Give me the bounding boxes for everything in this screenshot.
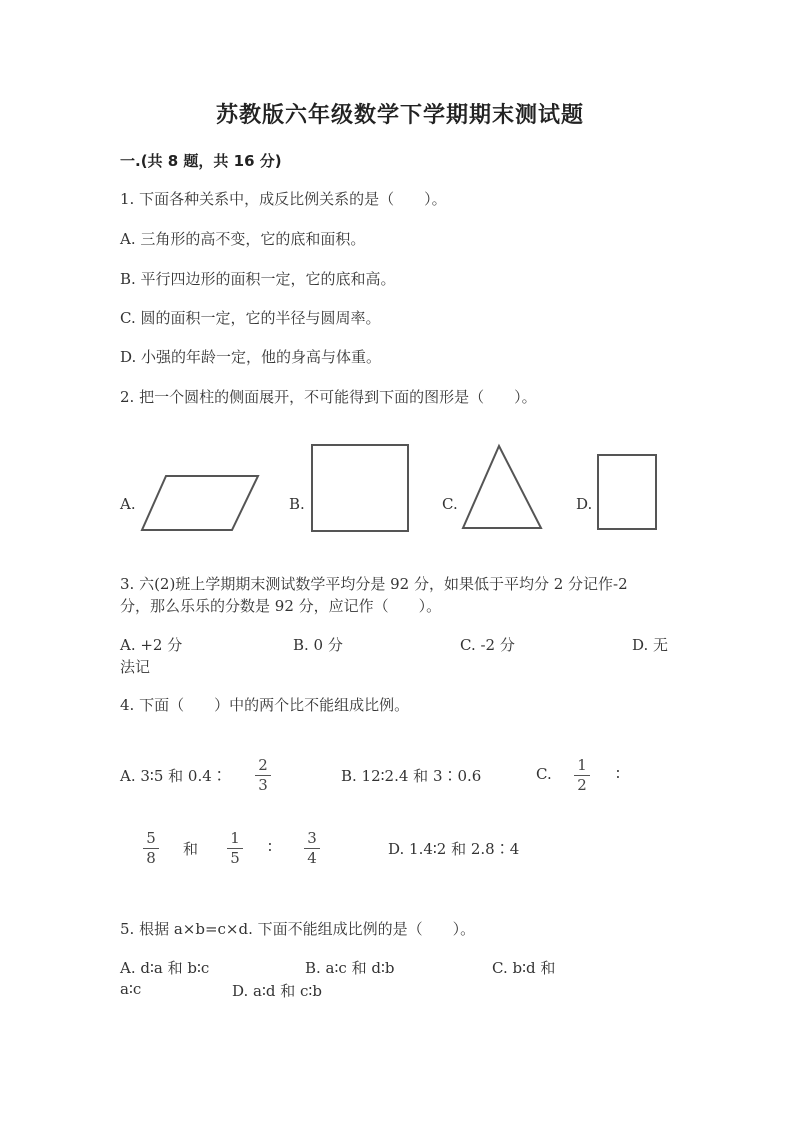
- question-5-option-c: C. b∶d 和: [492, 959, 556, 977]
- conjunction-and: 和: [183, 840, 199, 858]
- ratio-colon: ∶: [616, 765, 620, 783]
- square-shape: [311, 444, 409, 532]
- ratio-colon: ∶: [268, 838, 272, 856]
- question-4-option-d: D. 1.4∶2 和 2.8∶4: [388, 840, 520, 858]
- question-5-option-b: B. a∶c 和 d∶b: [305, 959, 395, 977]
- fraction-denominator: 8: [146, 849, 156, 867]
- question-3-stem-line1: 3. 六(2)班上学期期末测试数学平均分是 92 分，如果低于平均分 2 分记作-2: [120, 575, 628, 593]
- question-3-stem-line2: 分，那么乐乐的分数是 92 分，应记作（ ）。: [120, 597, 442, 615]
- rectangle-shape: [597, 454, 657, 530]
- fraction-numerator: 2: [258, 756, 268, 774]
- question-1-option-b: B. 平行四边形的面积一定，它的底和高。: [120, 270, 396, 288]
- fraction-numerator: 1: [230, 829, 240, 847]
- question-1-option-a: A. 三角形的高不变，它的底和面积。: [120, 230, 366, 248]
- fraction-one-fifth: [225, 830, 245, 867]
- section-heading: 一.(共 8 题，共 16 分): [120, 152, 282, 170]
- fraction-five-eighths: [141, 830, 161, 867]
- question-2-label-d: D.: [576, 495, 593, 513]
- question-4-option-b: B. 12∶2.4 和 3∶0.6: [341, 767, 482, 785]
- fraction-three-quarters: [302, 830, 322, 867]
- question-3-option-b: B. 0 分: [293, 636, 343, 654]
- question-5-option-c-continued: a∶c: [120, 980, 142, 998]
- page-title: 苏教版六年级数学下学期期末测试题: [215, 103, 584, 128]
- question-1-option-c: C. 圆的面积一定，它的半径与圆周率。: [120, 309, 381, 327]
- question-2-label-c: C.: [442, 495, 458, 513]
- question-2-label-a: A.: [120, 495, 136, 513]
- question-1-option-d: D. 小强的年龄一定，他的身高与体重。: [120, 348, 382, 366]
- question-3-option-c: C. -2 分: [460, 636, 515, 654]
- fraction-two-thirds: [253, 757, 273, 794]
- parallelogram-shape: [140, 474, 260, 532]
- fraction-denominator: 2: [577, 776, 587, 794]
- question-5-stem: 5. 根据 a×b=c×d. 下面不能组成比例的是（ ）。: [120, 920, 476, 938]
- fraction-denominator: 5: [230, 849, 240, 867]
- triangle-shape: [461, 444, 543, 530]
- fraction-numerator: 3: [307, 829, 317, 847]
- question-4-option-c: C.: [536, 765, 552, 783]
- question-4-option-a: A. 3∶5 和 0.4∶: [120, 767, 227, 785]
- question-4-stem: 4. 下面（ ）中的两个比不能组成比例。: [120, 696, 410, 714]
- question-3-option-d-continued: 法记: [120, 658, 151, 676]
- question-2-label-b: B.: [289, 495, 305, 513]
- fraction-denominator: 3: [258, 776, 268, 794]
- question-1-stem: 1. 下面各种关系中，成反比例关系的是（ ）。: [120, 190, 447, 208]
- question-2-stem: 2. 把一个圆柱的侧面展开，不可能得到下面的图形是（ ）。: [120, 388, 537, 406]
- fraction-one-half: [572, 757, 592, 794]
- fraction-numerator: 1: [577, 756, 587, 774]
- question-3-option-d: D. 无: [632, 636, 669, 654]
- question-5-option-d: D. a∶d 和 c∶b: [232, 982, 322, 1000]
- fraction-denominator: 4: [307, 849, 317, 867]
- question-5-option-a: A. d∶a 和 b∶c: [120, 959, 210, 977]
- fraction-numerator: 5: [146, 829, 156, 847]
- question-3-option-a: A. +2 分: [120, 636, 183, 654]
